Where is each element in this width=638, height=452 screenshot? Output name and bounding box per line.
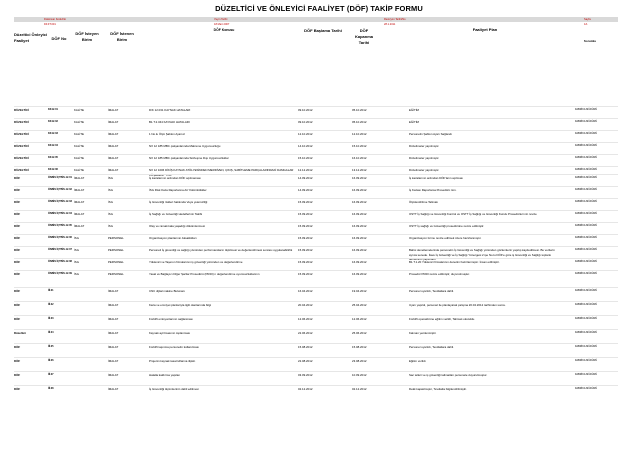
cell-subject: İş Güvenliği ölçümlerinin dahil edilmesi: [149, 387, 199, 391]
cell-end: 16.09.2012: [352, 272, 367, 276]
cell-to: İMALAT: [108, 120, 119, 124]
cell-start: 09.10.2012: [298, 120, 313, 124]
cell-start: 15.09.2012: [298, 248, 313, 252]
cell-from: İSG: [74, 248, 79, 252]
cell-type: DÖF: [14, 224, 21, 228]
cell-type: DÖF: [14, 317, 21, 321]
page-label: Sayfa: [584, 18, 591, 21]
cell-plan: Ölçülendirilme Talimatı: [409, 200, 439, 204]
cell-type: DÜZELTİCİ: [14, 132, 29, 136]
cell-end: 15.08.2012: [352, 345, 367, 349]
cell-subject: NX 12 185 MBC çalışanlarında Malzeme Uygunsuzluğu: [149, 144, 221, 148]
cell-to: İMALAT: [108, 168, 119, 172]
cell-end: 02.12.2012: [352, 387, 367, 391]
cell-plan: İş Kazası Raporlama Prosedürü nün.: [409, 188, 457, 192]
cell-resp: FABRİKA MÜDÜRÜ: [575, 272, 598, 275]
cell-to: İSG: [108, 176, 113, 180]
cell-type: DÖF: [14, 248, 21, 252]
cell-start: 15.10.2012: [298, 156, 313, 160]
cell-resp: FABRİKA MÜDÜRÜ: [575, 331, 598, 334]
cell-plan: Personel uyarıldı, Tevdiatlara dahil.: [409, 345, 454, 349]
revision-label: Revizyon Tarihi/No: [384, 18, 406, 21]
header-subject: DÖF Konusu: [213, 28, 235, 32]
cell-plan: Eğitim verildi.: [409, 359, 427, 363]
cell-no: KK12.03: [48, 132, 58, 135]
cell-end: 16.09.2012: [352, 260, 367, 264]
cell-plan: İş kazalarının ardından DÖF'ların açılması: [409, 176, 464, 180]
cell-start: 15.09.2012: [298, 200, 313, 204]
cell-resp: FABRİKA MÜDÜRÜ: [575, 200, 598, 203]
cell-type: DÖF: [14, 373, 21, 377]
table-row: [14, 302, 618, 316]
cell-end: 05.10.2012: [352, 108, 367, 112]
cell-resp: FABRİKA MÜDÜRÜ: [575, 168, 598, 171]
cell-end: 16.09.2012: [352, 212, 367, 216]
cell-resp: FABRİKA MÜDÜRÜ: [575, 260, 598, 263]
form-title: DÜZELTİCİ VE ÖNLEYİCİ FAALİYET (DÖF) TAKİP FORMU: [215, 4, 423, 13]
cell-plan: Uyarı yapıldı, personel ile planlayarak çalışma 20.04.2012 tarihinden sonra.: [409, 303, 506, 307]
cell-to: İMALAT: [108, 303, 119, 307]
cell-to: İSG: [108, 224, 113, 228]
cell-start: 15.09.2012: [298, 212, 313, 216]
cell-no: İİİ.02: [48, 303, 54, 306]
cell-resp: FABRİKA MÜDÜRÜ: [575, 144, 598, 147]
header-responsible: Sorumlu: [583, 39, 597, 43]
cell-resp: FABRİKA MÜDÜRÜ: [575, 359, 598, 362]
cell-resp: FABRİKA MÜDÜRÜ: [575, 132, 598, 135]
cell-plan: Düzeltmeler yapılmıştır.: [409, 156, 440, 160]
cell-end: 16.09.2012: [352, 176, 367, 180]
cell-resp: FABRİKA MÜDÜRÜ: [575, 176, 598, 179]
cell-subject: İSG Risk Kaza Raporlarına Ait Yükümlülükler: [149, 188, 207, 192]
cell-no: İİİ.01: [48, 289, 54, 292]
cell-subject: Organizasyon planlarının Aksaklıkları: [149, 236, 197, 240]
cell-to: PERSONEL: [108, 272, 124, 276]
header-no: DÖF No: [51, 36, 67, 41]
cell-type: DÖF: [14, 260, 21, 264]
cell-to: PERSONEL: [108, 260, 124, 264]
cell-plan: Forklift operatörüne eğitim verildi, Talimatı okutuldu.: [409, 317, 475, 321]
cell-end: 15.10.2012: [352, 144, 367, 148]
cell-plan: Sac telleri ve iş güvenliği talimatları personele duyurulmuştur.: [409, 373, 488, 377]
cell-to: PERSONEL: [108, 248, 124, 252]
table-row: [14, 271, 618, 283]
cell-to: PERSONEL: [108, 236, 124, 240]
cell-end: 16.09.2012: [352, 200, 367, 204]
cell-subject: Yasal ve Bağlayıcı Diğer Şartlar Prosedürü (PR20) n değerlendirme uyumsuzluklarının: [149, 272, 260, 276]
doc-code-label: Doküman Kodu/No: [44, 18, 66, 21]
header-start: DÖF Başlama Tarihi: [304, 28, 342, 33]
cell-from: İSG: [74, 260, 79, 264]
cell-subject: İş kazalarının ardından DÖF açılmaması: [149, 176, 201, 180]
cell-to: İMALAT: [108, 373, 119, 377]
cell-from: KALİTE: [74, 132, 84, 136]
cell-plan: Dekk kapatılmıştır, Tevdiatla bilgilendirilmiştir.: [409, 387, 467, 391]
cell-start: 14.09.2012: [298, 176, 313, 180]
cell-no: İİİ.07: [48, 373, 54, 376]
publish-date-label: Yayın Tarihi: [214, 18, 228, 21]
cell-subject: Olay ve ramak kala yaşadığı dökümlenmesi: [149, 224, 205, 228]
cell-end: 10.09.2012: [352, 373, 367, 377]
cell-type: DÖF: [14, 359, 21, 363]
cell-plan: Prosedür PR20 revize edilmiştir, duyurulmuştur.: [409, 272, 470, 276]
cell-plan: Düzeltmeler yapılmıştır.: [409, 168, 440, 172]
cell-subject: Forklift taşınma personelin kullanılması: [149, 345, 199, 349]
cell-plan: OSTT İş Sağlığı ve Güvenliği Kontrol ve OSTT İş Sağlığı ve Güvenliği Kurulu Prosedürleri nin revize: [409, 212, 537, 216]
cell-no: ÖNBİS İÇTBİS-12.08: [48, 260, 72, 263]
cell-to: İMALAT: [108, 108, 119, 112]
header-activities: Faaliyet Plan: [472, 27, 498, 32]
cell-subject: Halatla kaldırma yapılan: [149, 373, 181, 377]
header-type: Düzeltici Önleyici Faaliyet: [14, 32, 48, 43]
cell-to: İSG: [108, 200, 113, 204]
cell-type: DÜZELTİCİ: [14, 120, 29, 124]
cell-type: DÖF: [14, 176, 21, 180]
cell-end: 12.06.2012: [352, 317, 367, 321]
cell-to: İMALAT: [108, 317, 119, 321]
table-row: [14, 330, 618, 344]
cell-resp: FABRİKA MÜDÜRÜ: [575, 248, 598, 251]
cell-subject: İş Güvenliği riskleri hakkında Veya yetersizliği: [149, 200, 208, 204]
cell-resp: FABRİKA MÜDÜRÜ: [575, 188, 598, 191]
cell-subject: D/K 12.031 KAYNAK HATALARI: [149, 108, 191, 112]
cell-to: İMALAT: [108, 387, 119, 391]
cell-to: İMALAT: [108, 331, 119, 335]
cell-resp: FABRİKA MÜDÜRÜ: [575, 108, 598, 111]
cell-plan: Düzeltmeler yapılmıştır.: [409, 144, 440, 148]
cell-subject: Personeli İş güvenliği ve sağlığı yönünden performansların ölçülmesi ve değerlendirmesi sonrası uygulanabilirlik: [149, 248, 293, 252]
cell-end: 16.09.2012: [352, 224, 367, 228]
cell-subject: B1.T.2.344 KAYNAK HATALARI: [149, 120, 190, 124]
cell-end: 16.10.2012: [352, 156, 367, 160]
cell-start: 15.09.2012: [298, 224, 313, 228]
cell-start: 14.10.2012: [298, 144, 313, 148]
cell-to: İSG: [108, 188, 113, 192]
cell-end: 16.09.2012: [352, 188, 367, 192]
doc-code-value: DF.FT.001: [44, 23, 56, 26]
header-close: DÖF Kapanma Tarihi: [354, 28, 373, 45]
cell-start: 15.08.2012: [298, 345, 313, 349]
cell-end: 12.10.2012: [352, 132, 367, 136]
cell-plan: Organizasyon formu revize edilmek üzere hazırlanmıştır.: [409, 236, 482, 240]
cell-no: ÖNBİS İÇTBİS-12.01: [48, 176, 72, 179]
publish-date-value: 18 Mart 2007: [214, 23, 230, 26]
cell-resp: FABRİKA MÜDÜRÜ: [575, 120, 598, 123]
cell-subject: Kaynak ayrılmasının toplanması: [149, 331, 191, 335]
cell-type: DÖF: [14, 200, 21, 204]
cell-subject: İş Sağlığı ve Güvenliği Hedeflerinin Takibi: [149, 212, 203, 216]
cell-no: ÖNBİS İÇTBİS-12.04: [48, 212, 72, 215]
cell-start: 09.10.2012: [298, 108, 313, 112]
cell-no: İİİ.03: [48, 317, 54, 320]
cell-from: İSG: [74, 236, 79, 240]
header-requester: DÖF İsteyen Birim: [75, 31, 99, 42]
cell-type: DÜZELTİCİ: [14, 144, 29, 148]
cell-end: 13.12.2012: [352, 168, 367, 172]
cell-start: 14.09.2012: [298, 188, 313, 192]
cell-to: İMALAT: [108, 345, 119, 349]
cell-start: 20.04.2012: [298, 303, 313, 307]
cell-from: KALİTE: [74, 144, 84, 148]
cell-no: KK12.04: [48, 144, 58, 147]
cell-plan: Personel uyarıldı, Tevdiatlara dahil.: [409, 289, 454, 293]
cell-plan: OSTT İş sağlığı ve Güvenliği prosedürüne revize edilmiştir.: [409, 224, 485, 228]
cell-resp: FABRİKA MÜDÜRÜ: [575, 236, 598, 239]
cell-type: DÜZELTİCİ: [14, 108, 29, 112]
cell-from: İSG: [74, 272, 79, 276]
cell-plan: EĞİTİM: [409, 108, 419, 112]
table-row: [14, 386, 618, 400]
cell-start: 22.08.2012: [298, 359, 313, 363]
cell-no: KK12.02: [48, 120, 58, 123]
table-row: [14, 288, 618, 302]
cell-end: 16.09.2012: [352, 248, 367, 252]
cell-from: KALİTE: [74, 120, 84, 124]
cell-no: ÖNBİS İÇTBİS-12.07: [48, 248, 72, 251]
cell-resp: FABRİKA MÜDÜRÜ: [575, 303, 598, 306]
cell-from: İMALAT: [74, 188, 85, 192]
cell-no: ÖNBİS İÇTBİS-12.03: [48, 200, 72, 203]
cell-type: Düzeltici: [14, 331, 26, 335]
cell-subject: Forklift emisyonlarının sağlanması: [149, 317, 193, 321]
cell-resp: FABRİKA MÜDÜRÜ: [575, 317, 598, 320]
cell-end: 19.04.2012: [352, 289, 367, 293]
cell-subject: Yüklenici ve Taşeron firmalarının iş güvenliği yönünden ve değerlendirme: [149, 260, 243, 264]
cell-no: KK12.06: [48, 168, 58, 171]
cell-to: İMALAT: [108, 359, 119, 363]
cell-end: 23.08.2012: [352, 359, 367, 363]
cell-resp: FABRİKA MÜDÜRÜ: [575, 289, 598, 292]
cell-subject: CNC dijital makine Bulunanı: [149, 289, 185, 293]
cell-plan: EĞİTİM: [409, 120, 419, 124]
cell-no: KK12.01: [48, 108, 58, 111]
cell-from: KALİTE: [74, 156, 84, 160]
cell-subject: NX 12 185 MBC çalışanlarında Sözleşme Dışı Uygunsuzluklar: [149, 156, 229, 160]
cell-end: 16.09.2012: [352, 236, 367, 240]
cell-from: KALİTE: [74, 108, 84, 112]
cell-resp: FABRİKA MÜDÜRÜ: [575, 387, 598, 390]
cell-plan: Bahsi denetlemelerinde personelin İş Güvenliği ve Sağlığı yönünden gözlemlerin yapılıp kaydedilmesi. Bu verilerin ayrıca senede. İlave İş Güvenliği ve İş Sağlığı Yönergesi 2 işe No.lu DÖF'e göre iş Güvenliği ve Sağlığı toplantı tarihlerinin yapılması: [409, 248, 555, 261]
cell-no: ÖNBİS İÇTBİS-12.02: [48, 188, 72, 191]
cell-from: İMALAT: [74, 224, 85, 228]
cell-start: 22.06.2012: [298, 331, 313, 335]
cell-type: DÖF: [14, 387, 21, 391]
cell-start: 02.12.2012: [298, 387, 313, 391]
cell-type: DÖF: [14, 188, 21, 192]
cell-resp: FABRİKA MÜDÜRÜ: [575, 373, 598, 376]
cell-to: İSG: [108, 212, 113, 216]
cell-from: KALİTE: [74, 168, 84, 172]
cell-no: İİİ.06: [48, 359, 54, 362]
cell-no: İİİ.05: [48, 345, 54, 348]
cell-plan: B1.T.1.20 Yüklenici firmalarının denetim hazırlanmıştır. İnsan edilmiştir.: [409, 260, 500, 264]
cell-start: 16.04.2012: [298, 289, 313, 293]
cell-type: DÜZELTİCİ: [14, 168, 29, 172]
revision-value: 28.1.2011: [384, 23, 396, 26]
cell-resp: FABRİKA MÜDÜRÜ: [575, 345, 598, 348]
cell-subject: Projenin kaynak tasarruflarına ilişkin: [149, 359, 196, 363]
cell-end: 05.10.2012: [352, 120, 367, 124]
cell-to: İMALAT: [108, 289, 119, 293]
table-row: [14, 358, 618, 372]
header-target: DÖF İstenen Birim: [110, 31, 134, 42]
cell-type: DÖF: [14, 272, 21, 276]
cell-end: 25.04.2012: [352, 303, 367, 307]
cell-start: 12.10.2012: [298, 132, 313, 136]
cell-start: 15.09.2012: [298, 272, 313, 276]
cell-end: 25.06.2012: [352, 331, 367, 335]
page-value: 1/1: [584, 23, 588, 26]
cell-plan: Personelin Şablon Ayarı Sağlandı: [409, 132, 453, 136]
cell-type: DÖF: [14, 212, 21, 216]
cell-from: İMALAT: [74, 200, 85, 204]
cell-to: İMALAT: [108, 132, 119, 136]
cell-from: İMALAT: [74, 212, 85, 216]
table-row: [14, 372, 618, 386]
cell-no: ÖNBİS İÇTBİS-12.06: [48, 236, 72, 239]
cell-no: KK12.05: [48, 156, 58, 159]
cell-to: İMALAT: [108, 156, 119, 160]
cell-no: ÖNBİS İÇTBİS-12.09: [48, 272, 72, 275]
cell-start: 12.06.2012: [298, 317, 313, 321]
cell-type: DÖF: [14, 303, 21, 307]
cell-subject: Kaza ve emniyet planlarıyla ilgili olanlarında bilgi: [149, 303, 212, 307]
table-row: [14, 344, 618, 358]
cell-no: İİİ.04: [48, 331, 54, 334]
cell-to: İMALAT: [108, 144, 119, 148]
cell-resp: FABRİKA MÜDÜRÜ: [575, 156, 598, 159]
table-row: [14, 316, 618, 330]
cell-start: 15.09.2012: [298, 260, 313, 264]
cell-start: 15.09.2012: [298, 236, 313, 240]
cell-start: 03.09.2012: [298, 373, 313, 377]
cell-no: İİİ.08: [48, 387, 54, 390]
cell-subject: NX 12 1006 DİKİŞ KAYNAK ATÖLYESİNDEN MERDİVEN, ÇIKIŞ, SABİTLEME PARÇALARINDAKİ DAMGALAR KÖŞEBENT YOK: [149, 168, 294, 177]
cell-type: DÖF: [14, 345, 21, 349]
cell-plan: Kalınan yenilenmiştir.: [409, 331, 437, 335]
cell-resp: FABRİKA MÜDÜRÜ: [575, 212, 598, 215]
cell-no: ÖNBİS İÇTBİS-12.05: [48, 224, 72, 227]
cell-start: 12.12.2012: [298, 168, 313, 172]
cell-from: İMALAT: [74, 176, 85, 180]
cell-subject: 1 No.lu Ölçü Şablon Ayarsız: [149, 132, 185, 136]
cell-type: DÖF: [14, 289, 21, 293]
cell-type: DÖF: [14, 236, 21, 240]
cell-type: DÜZELTİCİ: [14, 156, 29, 160]
table-header: [14, 28, 618, 83]
cell-resp: FABRİKA MÜDÜRÜ: [575, 224, 598, 227]
